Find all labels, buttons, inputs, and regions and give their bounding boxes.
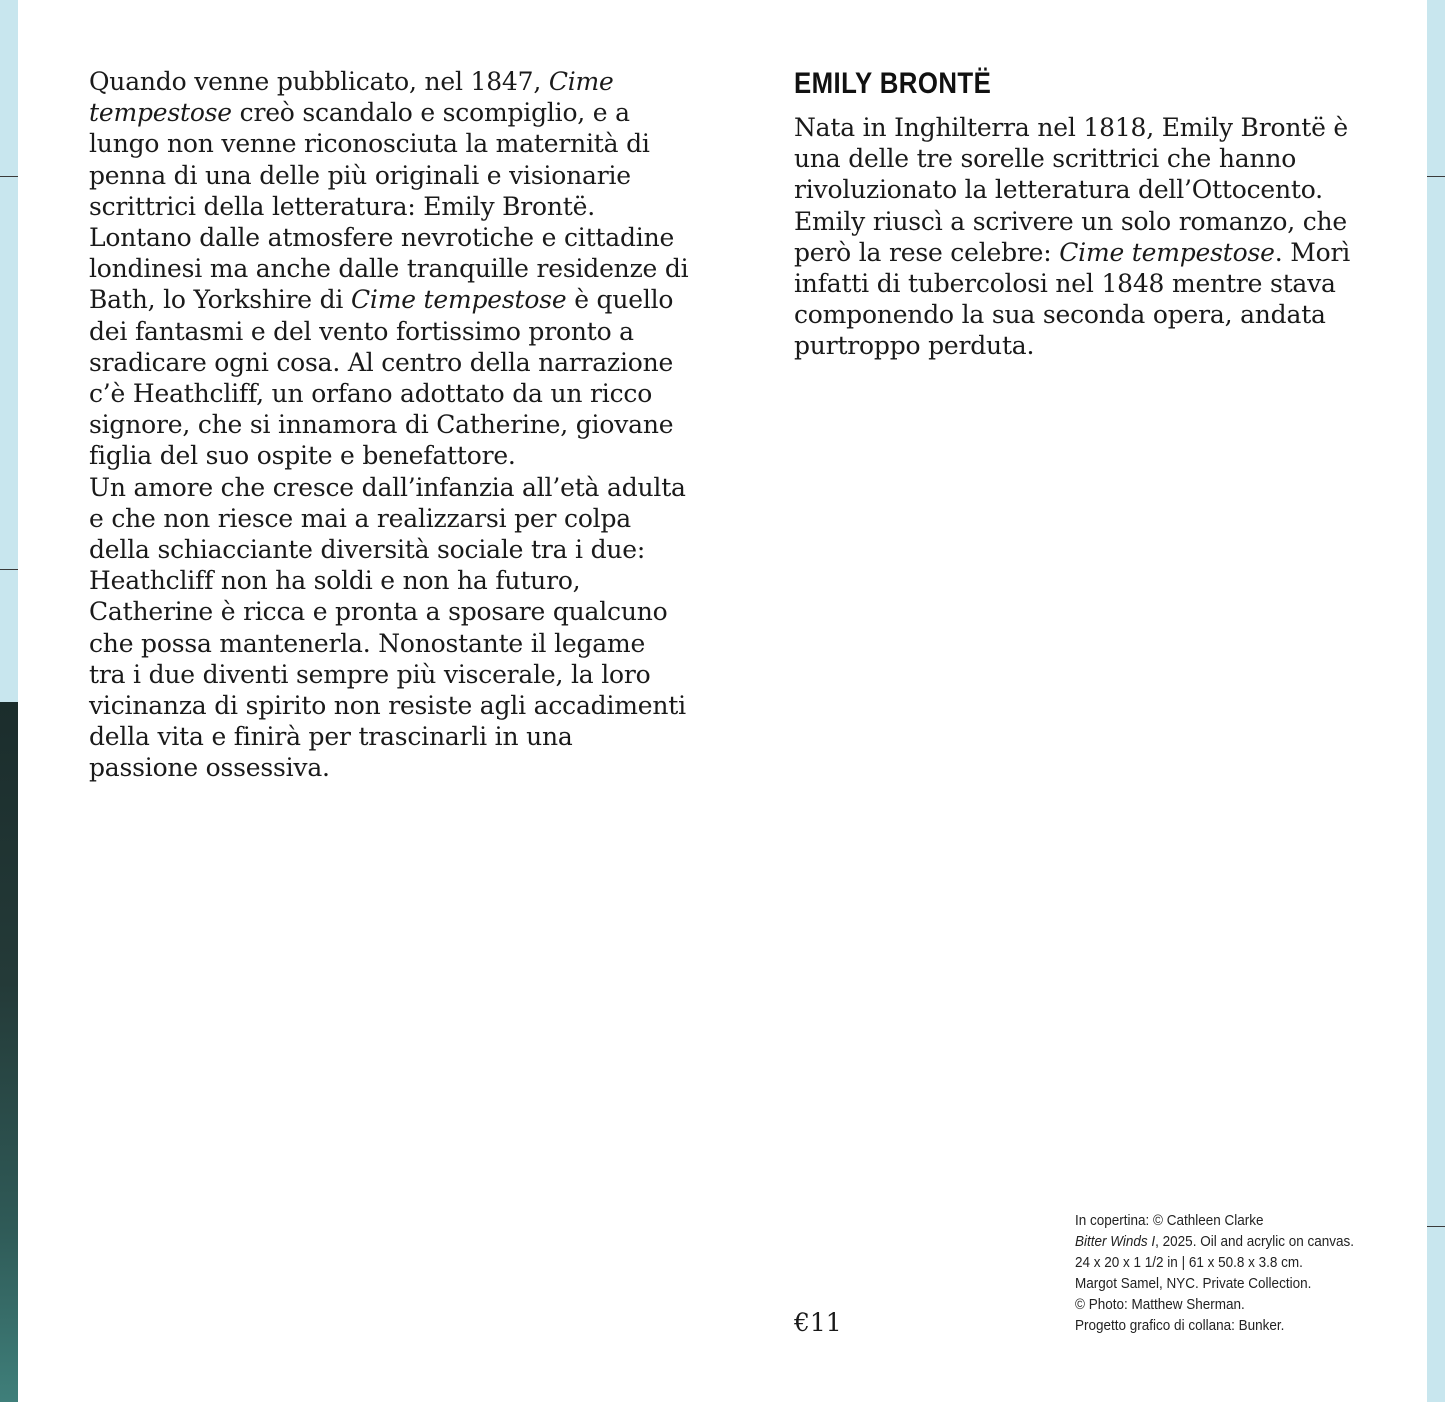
synopsis-paragraph [89, 66, 689, 472]
text-run: creò scandalo e scompiglio, e a lungo non venne riconosciuta la maternità di penna di una delle più originali e visionarie scrittrici della letteratura: Emily Brontë. Lontano dalle atmosfere nevrotiche e cittadine londinesi ma anche dalle tranquille residenze di Bath, lo Yorkshire di [89, 98, 689, 315]
text-run: è quello dei fantasmi e del vento fortissimo pronto a sradicare ogni cosa. Al centro della narrazione c’è Heathcliff, un orfano adottato da un ricco signore, che si innamora di Catherine, giovane figlia del suo ospite e benefattore. [89, 285, 674, 471]
synopsis-paragraph [89, 472, 689, 784]
crop-mark [0, 569, 18, 570]
artwork-title: Bitter Winds I [1075, 1233, 1156, 1250]
cover-image-edge [0, 702, 18, 1402]
author-section [794, 66, 1374, 362]
credit-line: Margot Samel, NYC. Private Collection. [1075, 1275, 1312, 1292]
cover-edge-right [1427, 0, 1445, 1402]
price: €11 [794, 1308, 842, 1337]
crop-mark [1427, 176, 1445, 177]
text-run: Un amore che cresce dall’infanzia all’età adulta e che non riesce mai a realizzarsi per colpa della schiacciante diversità sociale tra i due: Heathcliff non ha soldi e non ha futuro, Catherine è ricca e pronta a sposare qualcuno che possa mantenerla. Nonostante il legame tra i due diventi sempre più viscerale, la loro vicinanza di spirito non resiste agli accadimenti della vita e finirà per trascinarli in una passione ossessiva. [89, 472, 686, 783]
credit-line [1075, 1231, 1372, 1252]
credit-line: 24 x 20 x 1 1/2 in | 61 x 50.8 x 3.8 cm. [1075, 1254, 1303, 1271]
text-run: . Morì infatti di tubercolosi nel 1848 mentre stava componendo la sua seconda opera, andata purtroppo perduta. [794, 237, 1350, 361]
author-name: EMILY BRONTË [794, 67, 992, 100]
crop-mark [1427, 1226, 1445, 1227]
credit-line: In copertina: © Cathleen Clarke [1075, 1212, 1264, 1229]
text-run: , 2025. Oil and acrylic on canvas. [1155, 1233, 1355, 1250]
author-bio [794, 112, 1374, 362]
text-run: Nata in Inghilterra nel 1818, Emily Brontë è una delle tre sorelle scrittrici che hanno rivoluzionato la letteratura dell’Ottocento. Emily riuscì a scrivere un solo romanzo, che però la rese celebre: [794, 113, 1349, 267]
text-run: Quando venne pubblicato, nel 1847, [89, 67, 549, 96]
credit-line: © Photo: Matthew Sherman. [1075, 1296, 1245, 1313]
synopsis [89, 66, 689, 784]
credit-line: Progetto grafico di collana: Bunker. [1075, 1317, 1285, 1334]
book-title-italic: Cime tempestose [1059, 237, 1275, 267]
cover-credits [1075, 1210, 1372, 1336]
crop-mark [0, 176, 18, 177]
book-title-italic: Cime tempestose [350, 285, 567, 315]
book-title-italic: Cime tempestose [89, 67, 614, 128]
